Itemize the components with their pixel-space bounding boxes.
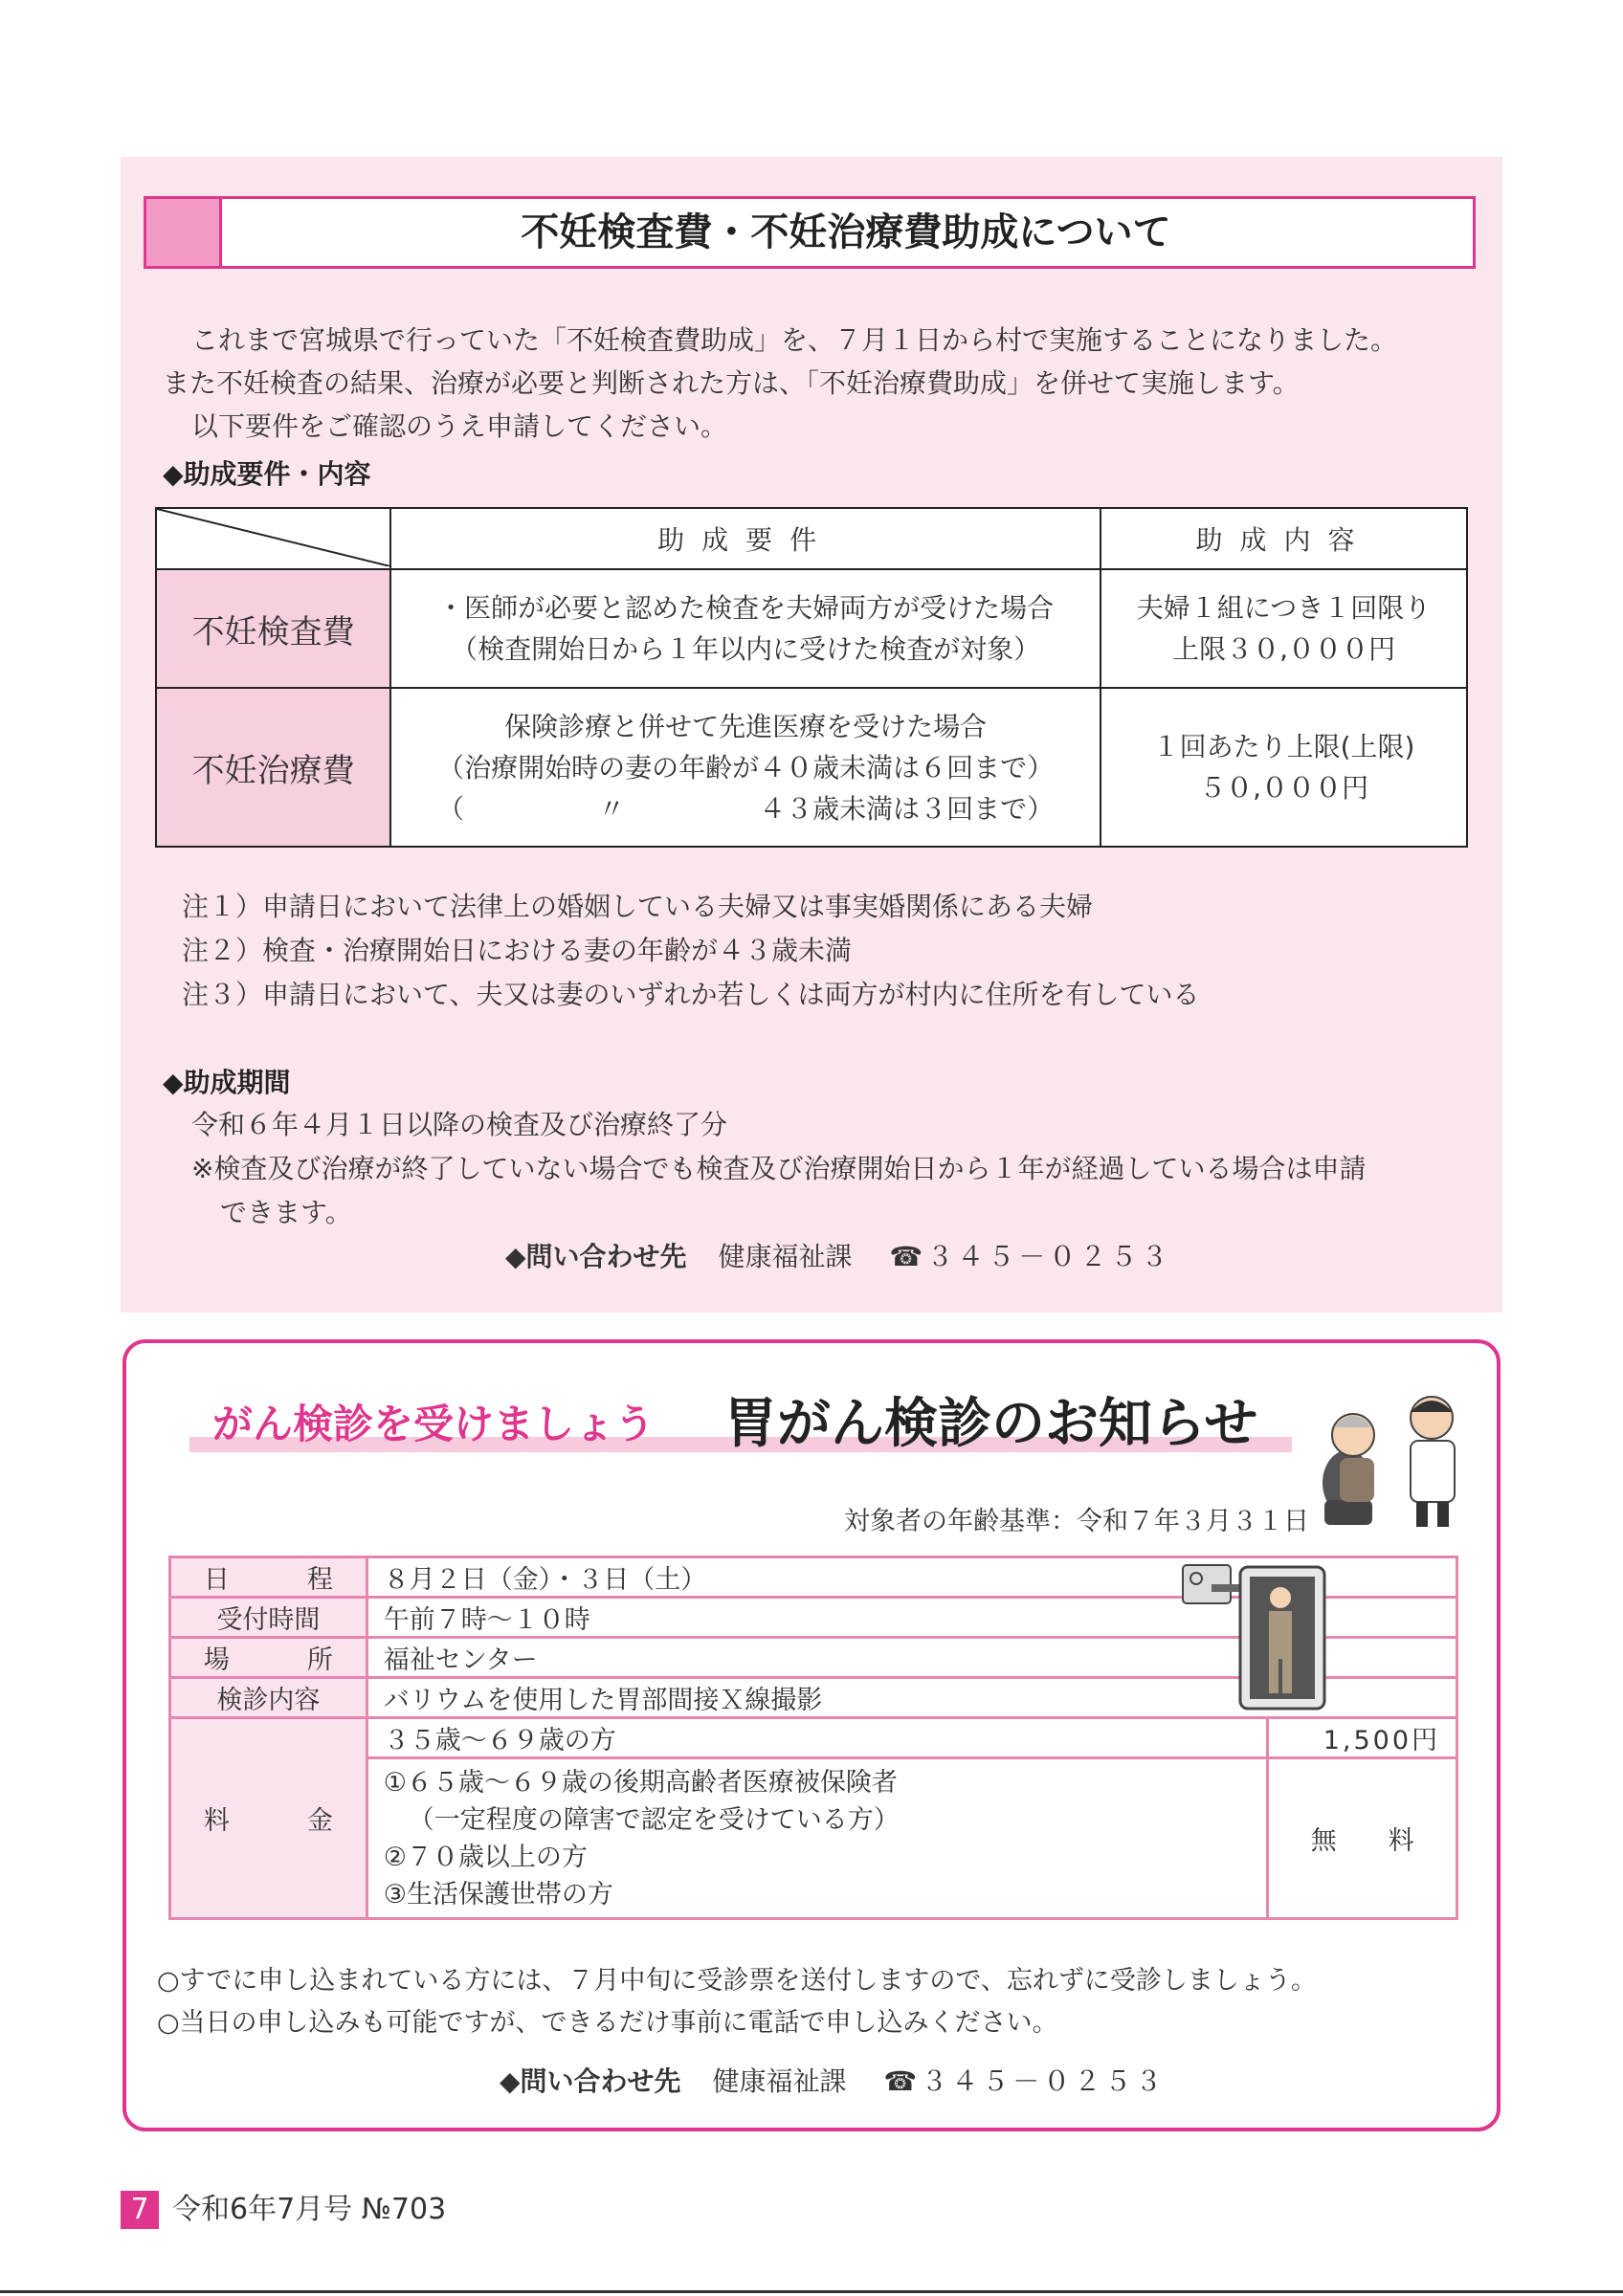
title-accent-square <box>146 199 222 266</box>
issue-label: 令和6年7月号 №703 <box>172 2193 447 2226</box>
requirement-treatment-line-3: （ 〃 ４３歳未満は３回まで） <box>437 792 1055 825</box>
subsidy-table <box>155 507 1468 848</box>
row-value-content: バリウムを使用した胃部間接Ｘ線撮影 <box>367 1678 1456 1718</box>
content-exam <box>1101 569 1467 688</box>
contact-1-label: ◆問い合わせ先 <box>505 1241 687 1272</box>
cancer-screening-subheading: がん検診を受けましょう <box>212 1401 656 1447</box>
intro-line-3: 以下要件をご確認のうえ申請してください。 <box>191 410 728 442</box>
xray-machine-illustration <box>1173 1556 1336 1722</box>
requirement-exam-line-1: ・医師が必要と認めた検査を夫婦両方が受けた場合 <box>437 592 1055 624</box>
intro-line-1: これまで宮城県で行っていた「不妊検査費助成」を、７月１日から村で実施することになりました。 <box>191 324 1398 356</box>
requirement-exam-line-2: （検査開始日から１年以内に受けた検査が対象） <box>451 633 1041 665</box>
contact-2 <box>500 2061 1166 2099</box>
notice-1: ○すでに申し込まれている方には、７月中旬に受診票を送付しますので、忘れずに受診しましょう。 <box>157 1966 1317 1996</box>
fee-row2-line-1: ①６５歳～６９歳の後期高齢者医療被保険者 <box>383 1767 898 1798</box>
table-header-row <box>156 508 1467 569</box>
fertility-title: 不妊検査費・不妊治療費助成について <box>521 210 1171 254</box>
contact-1-dept: 健康福祉課 <box>718 1241 853 1272</box>
period-line-2: ※検査及び治療が終了していない場合でも検査及び治療開始日から１年が経過している場合は申請 <box>191 1153 1367 1184</box>
contact-2-phone: ☎３４５－０２５３ <box>883 2065 1167 2097</box>
notice-2: ○当日の申し込みも可能ですが、できるだけ事前に電話で申し込みください。 <box>157 2008 1058 2038</box>
requirement-treatment <box>390 688 1101 847</box>
fee-row2-desc <box>367 1758 1267 1919</box>
content-exam-line-1: 夫婦１組につき１回限り <box>1136 592 1432 624</box>
requirements-heading: ◆助成要件・内容 <box>163 458 371 490</box>
note-2: 注２）検査・治療開始日における妻の年齢が４３歳未満 <box>182 935 853 966</box>
row-value-place: 福祉センター <box>367 1638 1456 1678</box>
fee-row2-price: 無 料 <box>1268 1758 1457 1919</box>
fee-row2-line-4: ③生活保護世帯の方 <box>383 1879 613 1910</box>
contact-1 <box>505 1236 1171 1274</box>
contact-2-dept: 健康福祉課 <box>712 2065 847 2097</box>
period-line-3: できます。 <box>220 1197 352 1228</box>
stomach-screening-title: 胃がん検診のお知らせ <box>723 1393 1258 1455</box>
row-label-content: 検診内容 <box>170 1678 367 1718</box>
table-row <box>156 569 1467 688</box>
header-content: 助成内容 <box>1101 508 1467 569</box>
row-label-treatment: 不妊治療費 <box>156 688 390 847</box>
content-treatment-line-1: １回あたり上限(上限) <box>1152 731 1415 762</box>
row-label-place: 場 所 <box>170 1638 367 1678</box>
row-label-date: 日 程 <box>170 1557 367 1598</box>
content-treatment <box>1101 688 1467 847</box>
period-line-1: 令和６年４月１日以降の検査及び治療終了分 <box>191 1109 728 1140</box>
note-1: 注１）申請日において法律上の婚姻している夫婦又は事実婚関係にある夫婦 <box>182 891 1094 922</box>
fee-row2-line-3: ②７０歳以上の方 <box>383 1842 588 1872</box>
content-exam-line-2: 上限３０,０００円 <box>1172 633 1395 665</box>
intro-line-2: また不妊検査の結果、治療が必要と判断された方は、「不妊治療費助成」を併せて実施します。 <box>163 367 1300 399</box>
row-label-exam: 不妊検査費 <box>156 569 390 688</box>
bottom-rule <box>0 2290 1623 2293</box>
fee-row1-desc: ３５歳～６９歳の方 <box>367 1718 1267 1758</box>
fertility-title-box <box>144 196 1476 269</box>
contact-2-label: ◆問い合わせ先 <box>500 2065 681 2097</box>
period-heading: ◆助成期間 <box>163 1067 291 1098</box>
row-label-reception: 受付時間 <box>170 1598 367 1638</box>
page-number: 7 <box>121 2191 159 2229</box>
diagonal-line <box>157 509 390 566</box>
contact-1-phone: ☎３４５－０２５３ <box>889 1241 1172 1272</box>
fee-row1-price: 1,500円 <box>1268 1718 1457 1758</box>
row-label-fee: 料 金 <box>170 1718 367 1919</box>
fee-row2-line-2: （一定程度の障害で認定を受けている方） <box>408 1804 900 1835</box>
requirement-treatment-line-1: 保険診療と併せて先進医療を受けた場合 <box>504 710 988 742</box>
header-requirements: 助成要件 <box>390 508 1101 569</box>
diagonal-corner-cell <box>156 508 390 569</box>
table-row <box>156 688 1467 847</box>
doctor-patient-illustration <box>1311 1378 1483 1531</box>
requirement-treatment-line-2: （治療開始時の妻の年齢が４０歳未満は６回まで） <box>437 751 1055 784</box>
row-value-date: ８月２日（金）・３日（土） <box>367 1557 1456 1598</box>
age-basis: 対象者の年齢基準：令和７年３月３１日 <box>844 1507 1309 1536</box>
content-treatment-line-2: ５０,０００円 <box>1199 772 1368 804</box>
row-value-reception: 午前７時～１０時 <box>367 1598 1456 1638</box>
requirement-exam <box>390 569 1101 688</box>
note-3: 注３）申請日において、夫又は妻のいずれか若しくは両方が村内に住所を有している <box>182 979 1200 1010</box>
table-row <box>170 1718 1457 1758</box>
